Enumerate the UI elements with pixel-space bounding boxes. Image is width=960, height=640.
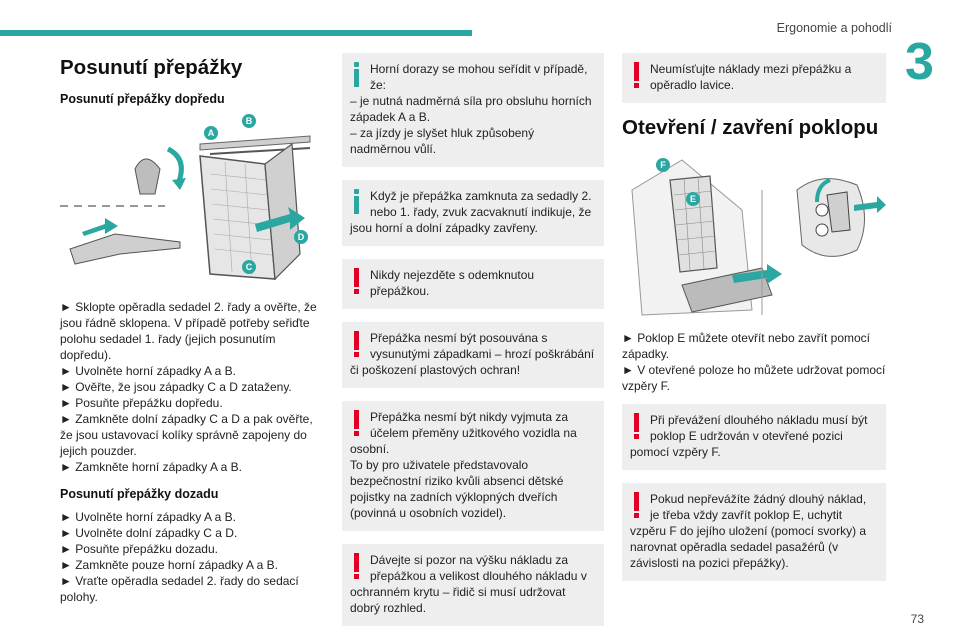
note-text: Přepážka nesmí být nikdy vyjmuta za účelem přeměny užitkového vozidla na osobní. To by pro uživatele představovalo bezpečnostní riziko kvůli absenci dětské pojistky na zadních výklopných dveřích (povinná u osobních vozidel). [350,410,577,520]
column-2 [342,53,604,639]
note-text: Horní dorazy se mohou seřídit v případě, že: – je nutná nadměrná síla pro obsluhu horních západek A a B. – za jízdy je slyšet hluk způsobený nadměrnou vůlí. [350,62,592,156]
warning-note [622,483,886,581]
partition-diagram-svg [60,114,320,289]
warning-note [342,259,604,309]
label-d: D [294,230,308,244]
backward-steps: ► Uvolněte horní západky A a B. ► Uvolněte dolní západky C a D. ► Posuňte přepážku dozadu. ► Zamkněte pouze horní západky A a B. ► Vraťte opěradla sedadel 2. řady do sedací polohy. [60,510,299,604]
hatch-steps: ► Poklop E můžete otevřít nebo zavřít pomocí západky. ► V otevřené poloze ho můžete udržovat pomocí vzpěry F. [622,331,886,393]
note-text: Když je přepážka zamknuta za sedadly 2. nebo 1. řady, zvuk zacvaknutí indikuje, že jsou horní a dolní západky zavřeny. [350,189,592,235]
warning-note [342,401,604,531]
label-b: B [242,114,256,128]
warning-note [622,404,886,470]
warning-note [622,53,886,103]
warning-icon [350,267,364,295]
forward-steps: ► Sklopte opěradla sedadel 2. řady a ověřte, že jsou řádně sklopena. V případě potřeby seřiďte polohu sedadel 1. řady (jejich posunutím dopředu). ► Uvolněte horní západky A a B. ► Ověřte, že jsou západky C a D zataženy. ► Posuňte přepážku dopředu. ► Zamkněte dolní západky C a D a pak ověřte, že jsou ustavovací kolíky správně zapojeny do jejich pouzder. ► Zamkněte horní západky A a B. [60,300,317,474]
header-accent-bar [0,30,472,36]
hatch-diagram-svg [622,150,886,320]
warning-note [342,544,604,626]
column-1 [60,56,320,605]
subheading-backward: Posunutí přepážky dozadu [60,487,219,501]
warning-icon [630,412,644,440]
note-text: Přepážka nesmí být posouvána s vysunutými západkami – hrozí poškrábání či poškození plastových ochran! [350,331,595,377]
label-a: A [204,126,218,140]
section-heading-hatch: Otevření / zavření poklopu [622,116,879,139]
hatch-illustration [622,150,886,320]
subheading-forward: Posunutí přepážky dopředu [60,92,225,106]
info-note [342,53,604,167]
label-c: C [242,260,256,274]
label-e: E [686,192,700,206]
note-text: Dávejte si pozor na výšku nákladu za přepážkou a velikost dlouhého nákladu v ochranném krytu – řidič si musí udržovat dobrý rozhled. [350,553,587,615]
info-icon [350,61,364,89]
note-text: Pokud nepřevážíte žádný dlouhý náklad, je třeba vždy zavřít poklop E, uchytit vzpěru F do jejího uložení (pomocí svorky) a narovnat opěradla sedadel pasažérů (v závislosti na pozici přepážky). [630,492,867,570]
note-text: Nikdy nejezděte s odemknutou přepážkou. [370,268,535,298]
note-text: Při převážení dlouhého nákladu musí být poklop E udržován v otevřené pozici pomocí vzpěry F. [630,413,868,459]
section-heading-partition: Posunutí přepážky [60,56,243,79]
warning-icon [350,330,364,358]
section-title: Ergonomie a pohodlí [776,21,892,35]
warning-icon [630,61,644,89]
warning-note [342,322,604,388]
warning-icon [350,409,364,437]
info-icon [350,188,364,216]
chapter-number: 3 [905,33,934,91]
note-text: Neumísťujte náklady mezi přepážku a opěradlo lavice. [650,62,852,92]
info-note [342,180,604,246]
page-number: 73 [910,612,924,626]
partition-illustration [60,114,320,289]
label-f: F [656,158,670,172]
warning-icon [350,552,364,580]
warning-icon [630,491,644,519]
column-3 [622,53,886,594]
